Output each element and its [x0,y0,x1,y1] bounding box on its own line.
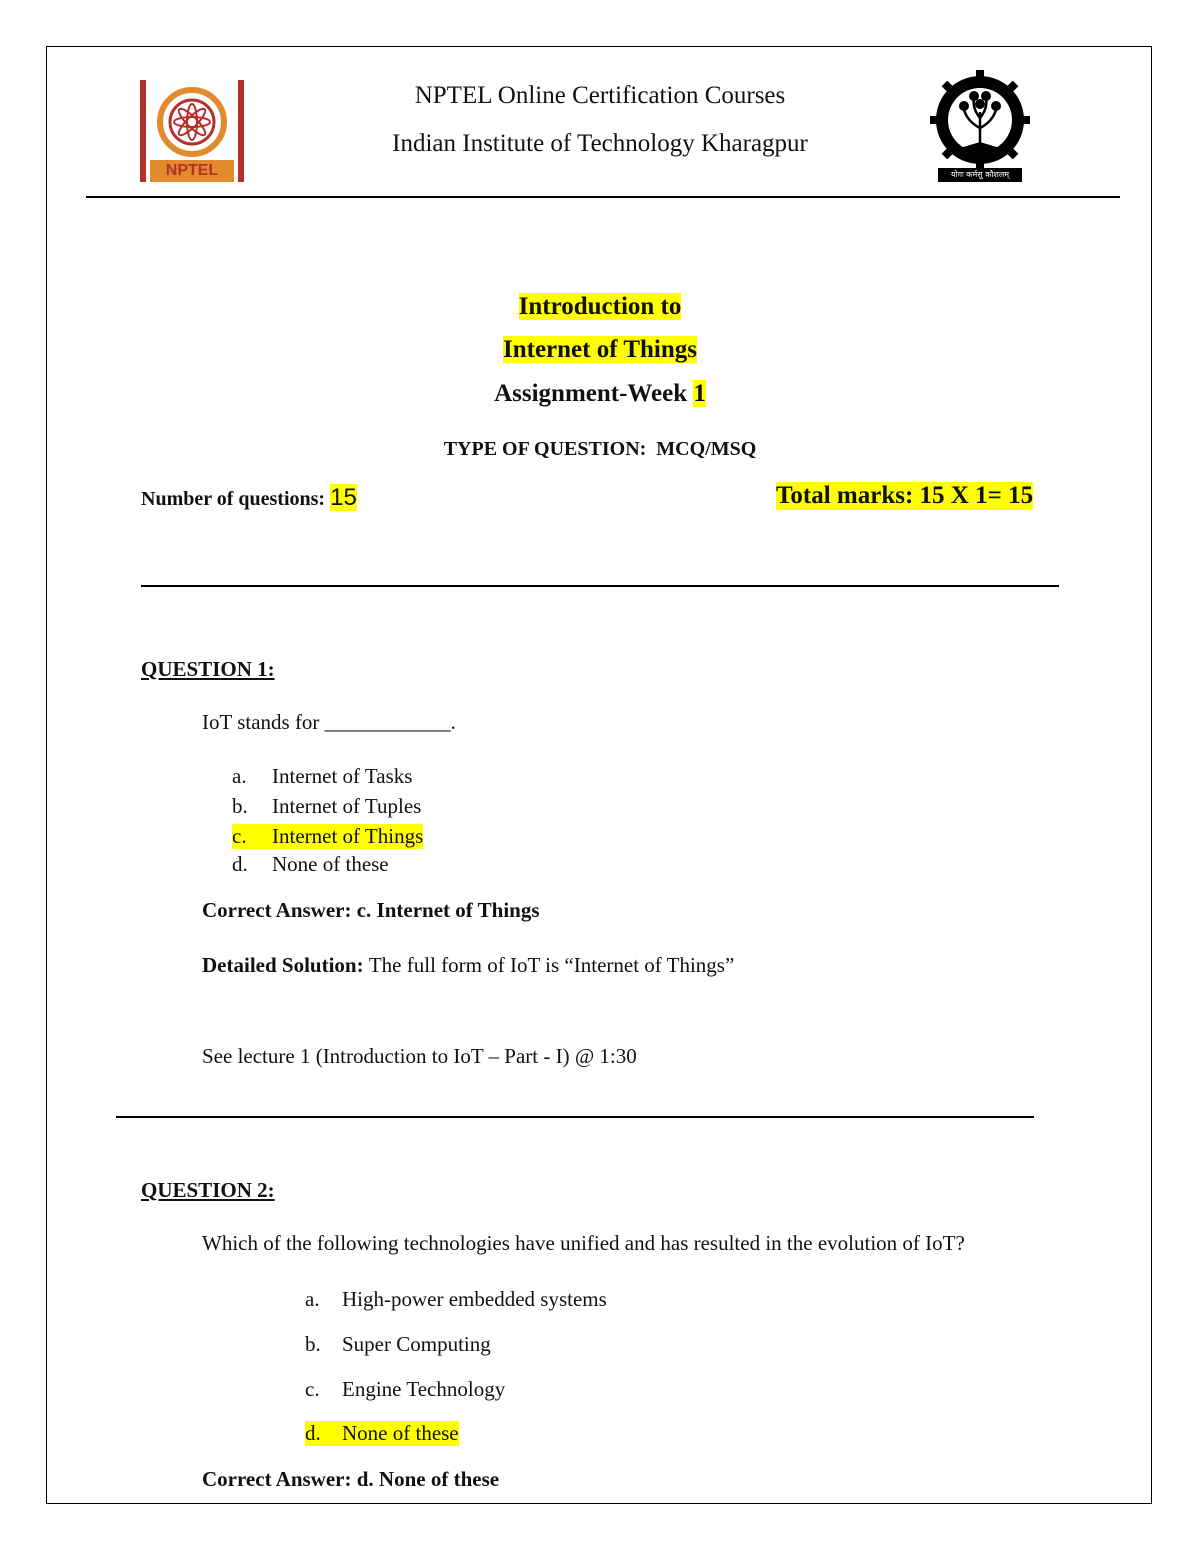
question-1-option-a: a. Internet of Tasks [232,764,413,788]
question-1-option-d: d. None of these [232,852,389,876]
question-1-heading: QUESTION 1: [141,657,275,681]
question-2-text: Which of the following technologies have unified and has resulted in the evolution of IoT? [202,1231,965,1255]
question-1-solution: Detailed Solution: The full form of IoT is “Internet of Things” [202,953,735,977]
page-border [46,46,1152,1504]
assignment-week: Assignment-Week 1 [494,380,706,407]
question-1-correct-answer: Correct Answer: c. Internet of Things [202,898,540,922]
question-2-option-b: b. Super Computing [305,1332,491,1356]
nptel-logo-text: NPTEL [165,162,219,179]
question-2-heading: QUESTION 2: [141,1178,275,1202]
section-divider-2 [116,1116,1034,1118]
question-1-option-b: b. Internet of Tuples [232,794,422,818]
question-1-text: IoT stands for ____________. [202,710,456,734]
course-title-line-2: Internet of Things [502,336,697,363]
question-2-option-a: a. High-power embedded systems [305,1287,607,1311]
header-line-2: Indian Institute of Technology Kharagpur [392,130,808,157]
question-2-option-c: c. Engine Technology [305,1377,506,1401]
question-2-correct-answer: Correct Answer: d. None of these [202,1467,500,1491]
question-1-option-c: c. Internet of Things [232,824,424,848]
course-title-line-1: Introduction to [518,293,682,320]
number-of-questions: Number of questions: 15 [141,484,357,511]
question-1-reference: See lecture 1 (Introduction to IoT – Part - I) @ 1:30 [202,1044,637,1068]
header-line-1: NPTEL Online Certification Courses [414,82,786,109]
total-marks: Total marks: 15 X 1= 15 [776,482,1034,509]
question-type: TYPE OF QUESTION: MCQ/MSQ [443,438,757,460]
iit-kgp-motto: योगः कर्मसु कौशलम् [950,170,1010,179]
nptel-logo [138,78,246,184]
section-divider-1 [141,585,1059,587]
question-2-option-d: d. None of these [305,1421,459,1445]
iit-kgp-logo [930,68,1030,184]
header-divider [86,196,1120,198]
